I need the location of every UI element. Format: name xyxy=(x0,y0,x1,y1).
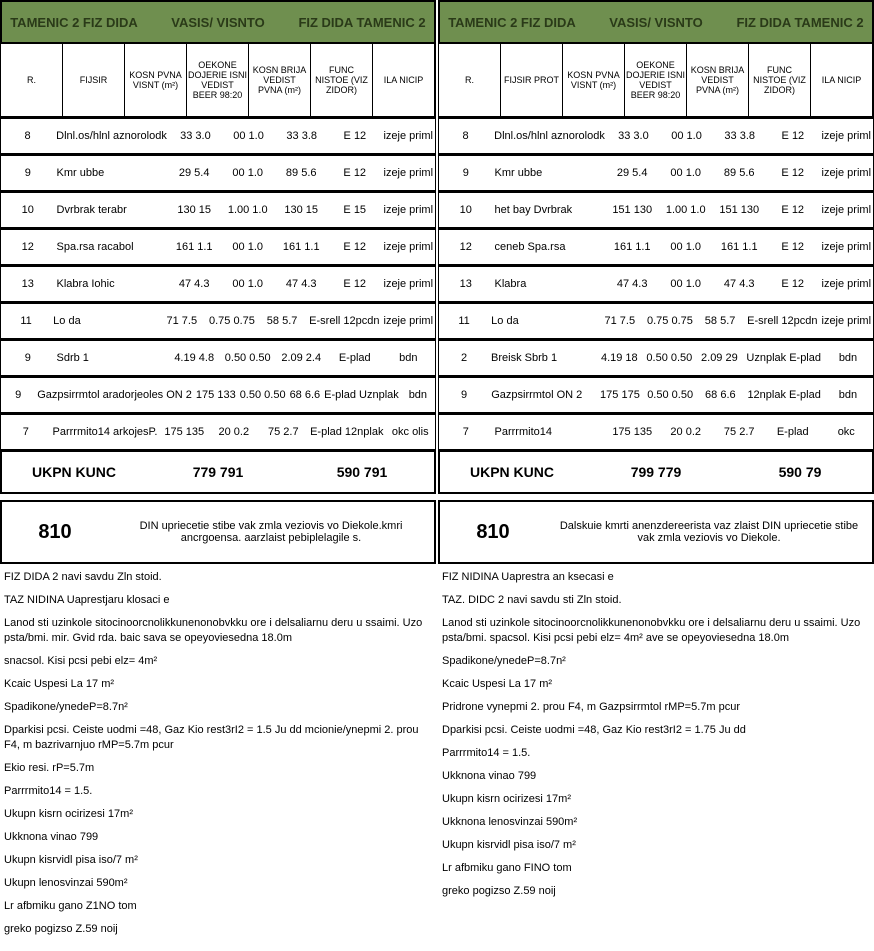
table-cell: 9 xyxy=(461,389,468,401)
table-cell: 47 4.3 xyxy=(285,278,317,290)
right-colhdr-5: FUNC NISTOE (VIZ ZIDOR) xyxy=(749,44,811,116)
table-cell: 0.75 0.75 xyxy=(209,315,255,327)
left-summary xyxy=(0,500,436,564)
note-line: Kcaic Uspesi La 17 m² xyxy=(4,678,115,690)
table-cell: 2.09 29 xyxy=(701,352,738,364)
table-cell: 47 4.3 xyxy=(616,278,648,290)
right-total-value-1: 799 779 xyxy=(630,464,682,480)
note-line: Lanod sti uzinkole sitocinoorcnolikkunenonobvkku ore i delsaliarnu deru u ssaimi. Uzo psta/bmi. spacsol. Kisi pcsi pebi elz= 4m² ave se opeyoviesedna 18.0m xyxy=(442,617,861,644)
table-cell: 11 xyxy=(458,315,470,327)
table-cell: 7 xyxy=(462,426,469,438)
note-line: Dparkisi pcsi. Ceiste uodmi =48, Gaz Kio rest3rI2 = 1.5 Ju dd mcionie/ynepmi 2. prou F4, m bazrivarnjuo rMP=5.7m pcur xyxy=(4,724,419,751)
table-row xyxy=(0,339,436,376)
table-cell: 00 1.0 xyxy=(233,130,264,142)
right-column-headers xyxy=(438,44,874,117)
table-cell: E-srell 12pcdn xyxy=(747,315,818,327)
table-cell: Spa.rsa racabol xyxy=(56,241,134,253)
table-cell: E 12 xyxy=(343,241,367,253)
table-cell: 00 1.0 xyxy=(232,278,263,290)
table-cell: 175 175 xyxy=(600,389,640,401)
table-row xyxy=(438,191,874,228)
table-cell: 75 2.7 xyxy=(723,426,755,438)
left-colhdr-4: KOSN BRIJA VEDIST PVNA (m²) xyxy=(249,44,311,116)
note-line: Ukupn kisrvidl pisa iso/7 m² xyxy=(4,854,138,866)
table-cell: 2 xyxy=(460,352,468,364)
right-table-body xyxy=(438,117,874,450)
note-line: Ukupn kisrvidl pisa iso/7 m² xyxy=(442,839,576,851)
table-cell: 00 1.0 xyxy=(670,278,701,290)
table-cell: E-plad xyxy=(338,352,371,364)
note-line: Lr afbmiku gano Z1NO tom xyxy=(4,900,137,912)
table-cell: okc olis xyxy=(391,426,429,438)
table-row xyxy=(0,154,436,191)
table-cell: 1.00 1.0 xyxy=(227,204,268,216)
table-cell: izeje priml xyxy=(821,204,872,216)
note-line: snacsol. Kisi pcsi pebi elz= 4m² xyxy=(4,655,158,667)
note-line: Ukupn kisrn ocirizesi 17m² xyxy=(442,793,571,805)
table-row xyxy=(0,302,436,339)
table-cell: 33 3.8 xyxy=(724,130,756,142)
left-header-col-3: FIZ DIDA TAMENIC 2 xyxy=(298,14,426,30)
left-colhdr-1: FIJSIR xyxy=(63,44,125,116)
table-cell: 12nplak E-plad xyxy=(747,389,821,401)
table-cell: Dvrbrak terabr xyxy=(56,204,127,216)
table-cell: 68 6.6 xyxy=(705,389,736,401)
note-line: Dparkisi pcsi. Ceiste uodmi =48, Gaz Kio rest3rI2 = 1.75 Ju dd xyxy=(442,724,746,736)
table-cell: izeje priml xyxy=(821,167,872,179)
table-cell: izeje priml xyxy=(383,315,434,327)
table-row xyxy=(0,117,436,154)
table-cell: 58 5.7 xyxy=(266,315,298,327)
left-table-body xyxy=(0,117,436,450)
table-cell: 8 xyxy=(24,130,31,142)
table-cell: 29 5.4 xyxy=(616,167,648,179)
table-cell: Klabra Iohic xyxy=(56,278,115,290)
table-row xyxy=(0,376,436,413)
table-cell: 10 xyxy=(21,204,34,216)
table-cell: 33 3.0 xyxy=(618,130,649,142)
right-total-row xyxy=(438,450,874,494)
note-line: Ukknona lenosvinzai 590m² xyxy=(442,816,578,828)
left-sheet-header xyxy=(0,0,436,44)
table-cell: 161 1.1 xyxy=(282,241,320,253)
table-cell: 2.09 2.4 xyxy=(281,352,322,364)
table-cell: 00 1.0 xyxy=(232,167,263,179)
table-cell: Dlnl.os/hlnl aznorolodk xyxy=(494,130,605,142)
table-cell: 151 130 xyxy=(612,204,653,216)
table-cell: izeje priml xyxy=(383,204,434,216)
table-cell: E 15 xyxy=(343,204,367,216)
table-cell: 175 133 xyxy=(195,389,236,401)
left-header-col-1: TAMENIC 2 FIZ DIDA xyxy=(10,14,138,30)
note-line: Parrrmito14 = 1.5. xyxy=(442,747,531,759)
note-line: Spadikone/ynedeP=8.7n² xyxy=(442,655,566,667)
table-cell: 4.19 18 xyxy=(600,352,638,364)
table-cell: E-plad 12nplak xyxy=(310,426,384,438)
table-cell: Breisk Sbrb 1 xyxy=(491,352,558,364)
left-colhdr-0: R. xyxy=(1,44,63,116)
table-cell: izeje priml xyxy=(821,278,872,290)
table-cell: 0.75 0.75 xyxy=(647,315,693,327)
table-cell: 161 1.1 xyxy=(720,241,758,253)
note-line: Lanod sti uzinkole sitocinoorcnolikkunenonobvkku ore i delsaliarnu deru u ssaimi. Uzo psta/bmi. mir. Gvid rda. baic sava se opeyoviesedna 18.0m xyxy=(4,617,423,644)
table-cell: izeje priml xyxy=(821,241,872,253)
note-line: Ukknona vinao 799 xyxy=(4,831,99,843)
table-cell: bdn xyxy=(399,352,418,364)
table-cell: E 12 xyxy=(781,130,805,142)
left-header-col-2: VASIS/ VISNTO xyxy=(171,14,265,30)
table-cell: Gazpsirrmtol ON 2 xyxy=(491,389,583,401)
left-colhdr-5: FUNC NISTOE (VIZ ZIDOR) xyxy=(311,44,373,116)
table-row xyxy=(438,265,874,302)
table-cell: E-plad Uznplak xyxy=(324,389,399,401)
table-cell: bdn xyxy=(838,389,858,401)
table-cell: Dlnl.os/hlnl aznorolodk xyxy=(56,130,167,142)
note-line: greko pogizso Z.59 noij xyxy=(442,885,556,897)
table-cell: ceneb Spa.rsa xyxy=(494,241,566,253)
table-cell: 00 1.0 xyxy=(671,130,702,142)
note-line: Spadikone/ynedeP=8.7n² xyxy=(4,701,128,713)
table-cell: izeje priml xyxy=(383,278,434,290)
table-cell: bdn xyxy=(408,389,428,401)
table-row xyxy=(438,339,874,376)
note-line: Kcaic Uspesi La 17 m² xyxy=(442,678,553,690)
left-summary-text: DIN upriecetie stibe vak zmla veziovis vo Diekole.kmri ancrgoensa. aarzlaist pebiplelagile s. xyxy=(139,520,403,544)
table-row xyxy=(438,302,874,339)
table-cell: izeje priml xyxy=(383,241,434,253)
left-colhdr-6: ILA NICIP xyxy=(373,44,435,116)
left-total-value-2: 590 791 xyxy=(336,464,388,480)
table-cell: 161 1.1 xyxy=(175,241,213,253)
table-cell: Kmr ubbe xyxy=(494,167,543,179)
table-cell: Sdrb 1 xyxy=(56,352,89,364)
table-row xyxy=(438,228,874,265)
table-cell: okc xyxy=(837,426,855,438)
table-cell: 9 xyxy=(24,167,31,179)
table-cell: 58 5.7 xyxy=(704,315,736,327)
table-cell: E-srell 12pcdn xyxy=(309,315,380,327)
table-row xyxy=(0,191,436,228)
table-cell: E 12 xyxy=(781,204,805,216)
table-cell: izeje priml xyxy=(821,315,872,327)
right-colhdr-3: OEKONE DOJERIE ISNI VEDIST BEER 98:20 xyxy=(625,44,687,116)
right-sheet-header xyxy=(438,0,874,44)
note-line: Ukknona vinao 799 xyxy=(442,770,537,782)
table-cell: 12 xyxy=(21,241,34,253)
table-cell: 75 2.7 xyxy=(268,426,299,438)
note-line: Ukupn kisrn ocirizesi 17m² xyxy=(4,808,133,820)
table-cell: 8 xyxy=(462,130,469,142)
right-summary-text: Dalskuie kmrti anenzdereerista vaz zlaist DIN upriecetie stibe vak zmla veziovis vo Diekole. xyxy=(559,520,859,544)
left-colhdr-3: OEKONE DOJERIE ISNI VEDIST BEER 98:20 xyxy=(187,44,249,116)
table-cell: 7 xyxy=(22,426,29,438)
table-row xyxy=(0,265,436,302)
left-total-label: UKPN KUNC xyxy=(32,464,116,480)
table-cell: E 12 xyxy=(781,278,805,290)
right-total-value-2: 590 79 xyxy=(778,464,822,480)
table-row xyxy=(438,117,874,154)
table-row xyxy=(0,413,436,450)
right-header-col-1: TAMENIC 2 FIZ DIDA xyxy=(448,14,576,30)
table-cell: 00 1.0 xyxy=(670,241,701,253)
table-cell: 20 0.2 xyxy=(218,426,250,438)
table-cell: Gazpsirrmtol aradorjeoles ON 2 xyxy=(37,389,192,401)
table-cell: 4.19 4.8 xyxy=(174,352,215,364)
table-cell: Lo da xyxy=(491,315,519,327)
table-cell: E 12 xyxy=(343,130,367,142)
table-cell: 130 15 xyxy=(177,204,212,216)
right-summary-value: 810 xyxy=(476,520,510,543)
table-row xyxy=(0,228,436,265)
table-cell: 10 xyxy=(459,204,472,216)
table-cell: Uznplak E-plad xyxy=(746,352,821,364)
table-row xyxy=(438,376,874,413)
left-total-row xyxy=(0,450,436,494)
table-cell: E 12 xyxy=(343,167,367,179)
table-cell: 13 xyxy=(21,278,34,290)
table-cell: 0.50 0.50 xyxy=(224,352,271,364)
note-line: Parrrmito14 = 1.5. xyxy=(4,785,93,797)
right-header-col-3: FIZ DIDA TAMENIC 2 xyxy=(736,14,864,30)
table-cell: Parrrmito14 xyxy=(494,426,552,438)
note-line: greko pogizso Z.59 noij xyxy=(4,923,118,935)
table-cell: het bay Dvrbrak xyxy=(494,204,573,216)
table-cell: 29 5.4 xyxy=(178,167,210,179)
table-cell: 9 xyxy=(24,352,31,364)
right-colhdr-0: R. xyxy=(439,44,501,116)
table-cell: 33 3.0 xyxy=(180,130,211,142)
table-row xyxy=(438,413,874,450)
table-cell: Klabra xyxy=(494,278,527,290)
note-line: FIZ NIDINA Uaprestra an ksecasi e xyxy=(442,571,614,583)
table-cell: 9 xyxy=(15,389,22,401)
table-cell: Lo da xyxy=(53,315,81,327)
right-colhdr-2: KOSN PVNA VISNT (m²) xyxy=(563,44,625,116)
table-cell: 71 7.5 xyxy=(166,315,198,327)
table-cell: 71 7.5 xyxy=(604,315,636,327)
note-line: TAZ. DIDC 2 navi savdu sti Zln stoid. xyxy=(442,594,622,606)
table-cell: 12 xyxy=(459,241,472,253)
table-cell: 161 1.1 xyxy=(613,241,651,253)
note-line: TAZ NIDINA Uaprestjaru klosaci e xyxy=(4,594,170,606)
right-colhdr-1: FIJSIR PROT xyxy=(501,44,563,116)
table-cell: 11 xyxy=(20,315,32,327)
table-cell: E 12 xyxy=(781,241,805,253)
table-cell: 0.50 0.50 xyxy=(239,389,286,401)
table-cell: 89 5.6 xyxy=(285,167,317,179)
table-cell: E 12 xyxy=(343,278,367,290)
table-cell: 130 15 xyxy=(284,204,319,216)
right-summary xyxy=(438,500,874,564)
left-summary-value: 810 xyxy=(38,520,72,543)
left-total-value-1: 779 791 xyxy=(192,464,244,480)
table-cell: izeje priml xyxy=(383,130,433,142)
table-cell: 33 3.8 xyxy=(286,130,318,142)
table-cell: 9 xyxy=(462,167,469,179)
table-cell: 175 135 xyxy=(164,426,205,438)
left-column-headers xyxy=(0,44,436,117)
table-cell: E 12 xyxy=(781,167,805,179)
table-cell: 175 135 xyxy=(612,426,653,438)
table-row xyxy=(438,154,874,191)
table-cell: izeje priml xyxy=(383,167,434,179)
table-cell: 47 4.3 xyxy=(723,278,755,290)
note-line: FIZ DIDA 2 navi savdu Zln stoid. xyxy=(4,571,162,583)
right-sheet xyxy=(438,0,874,897)
table-cell: 47 4.3 xyxy=(178,278,210,290)
table-cell: 0.50 0.50 xyxy=(646,352,693,364)
table-cell: 00 1.0 xyxy=(670,167,701,179)
left-colhdr-2: KOSN PVNA VISNT (m²) xyxy=(125,44,187,116)
table-cell: 151 130 xyxy=(719,204,760,216)
table-cell: 13 xyxy=(459,278,472,290)
left-sheet xyxy=(0,0,436,935)
note-line: Ukupn lenosvinzai 590m² xyxy=(4,877,128,889)
table-cell: 0.50 0.50 xyxy=(647,389,694,401)
table-cell: 89 5.6 xyxy=(723,167,755,179)
left-notes xyxy=(0,564,436,951)
table-cell: Kmr ubbe xyxy=(56,167,105,179)
table-cell: 68 6.6 xyxy=(289,389,321,401)
right-colhdr-6: ILA NICIP xyxy=(811,44,873,116)
right-colhdr-4: KOSN BRIJA VEDIST PVNA (m²) xyxy=(687,44,749,116)
note-line: Ekio resi. rP=5.7m xyxy=(4,762,95,774)
right-header-col-2: VASIS/ VISNTO xyxy=(609,14,703,30)
table-cell: 1.00 1.0 xyxy=(665,204,706,216)
table-cell: Parrrmito14 arkojesP. xyxy=(52,426,158,438)
note-line: Pridrone vynepmi 2. prou F4, m Gazpsirrmtol rMP=5.7m pcur xyxy=(442,701,741,713)
table-cell: 20 0.2 xyxy=(670,426,701,438)
right-total-label: UKPN KUNC xyxy=(470,464,554,480)
table-cell: 00 1.0 xyxy=(232,241,263,253)
table-cell: izeje priml xyxy=(821,130,871,142)
table-cell: bdn xyxy=(838,352,858,364)
table-cell: E-plad xyxy=(776,426,809,438)
note-line: Lr afbmiku gano FINO tom xyxy=(442,862,572,874)
right-notes xyxy=(438,564,874,913)
